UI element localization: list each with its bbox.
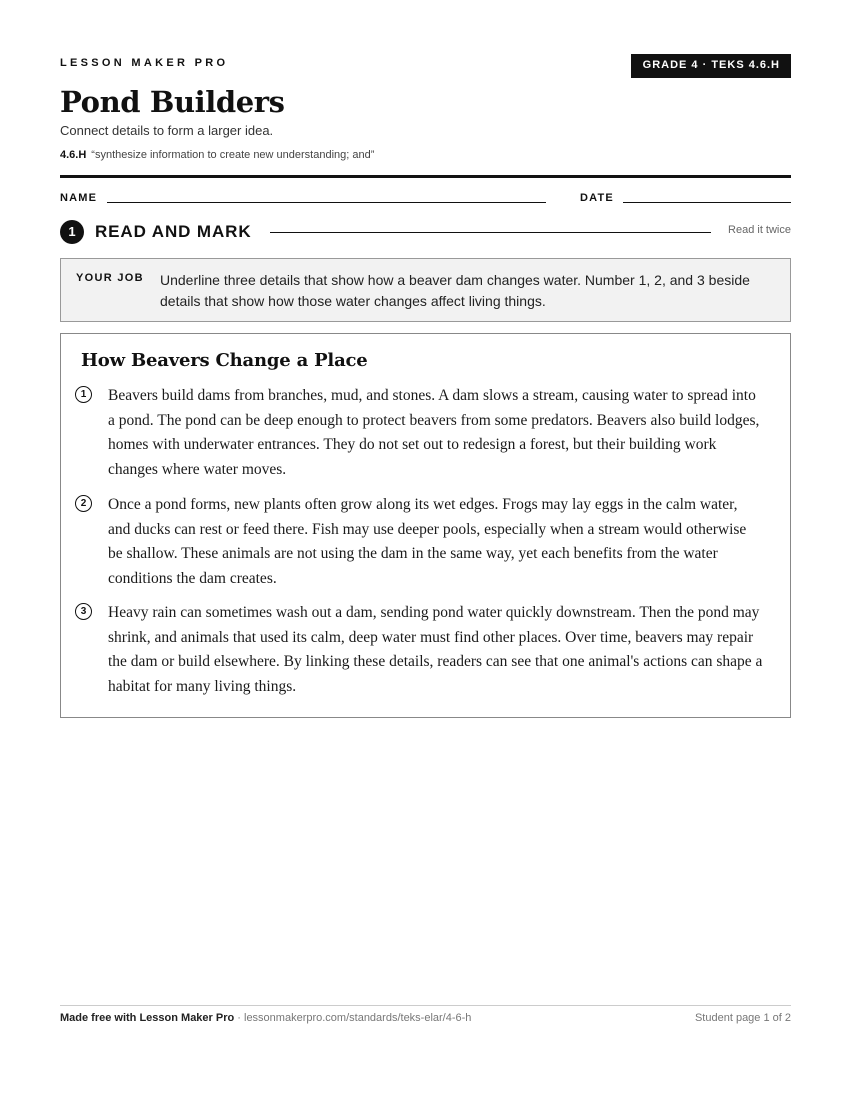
step-number-badge: 1 (60, 220, 84, 244)
standard-line (60, 147, 374, 163)
job-label: YOUR JOB (76, 272, 144, 284)
section-title: READ AND MARK (95, 222, 252, 241)
footer-credit (60, 1012, 471, 1024)
page-subtitle: Connect details to form a larger idea. (60, 123, 274, 138)
passage-title: How Beavers Change a Place (81, 350, 368, 371)
footer-divider (60, 1005, 791, 1006)
name-line[interactable] (107, 202, 546, 203)
date-line[interactable] (623, 202, 791, 203)
name-label: NAME (60, 192, 98, 204)
footer-made-with: Made free with Lesson Maker Pro (60, 1012, 235, 1024)
section-note: Read it twice (728, 224, 791, 236)
paragraph-number: 1 (75, 386, 92, 403)
job-instructions-box (60, 258, 791, 322)
name-date-row (60, 190, 791, 206)
paragraph-text: Heavy rain can sometimes wash out a dam, sending pond water quickly downstream. Then the pond may shrink, and animals that used its calm, deep water must find other places. Over time, beavers may repair the dam or build elsewhere. By linking these details, readers can see that one animal's actions can shape a habitat for many living things. (108, 604, 763, 695)
standard-text: “synthesize information to create new understanding; and” (91, 149, 375, 161)
paragraph-number: 2 (75, 495, 92, 512)
paragraph-text: Beavers build dams from branches, mud, and stones. A dam slows a stream, causing water to spread into a pond. The pond can be deep enough to protect beavers from some predators. Beavers also build lodges, homes with underwater entrances. They do not set out to redesign a forest, but their building work changes where water moves. (108, 387, 760, 478)
section-rule (270, 232, 711, 233)
date-label: DATE (580, 192, 614, 204)
grade-badge: GRADE 4 · TEKS 4.6.H (631, 54, 791, 78)
reading-passage (60, 333, 791, 718)
job-text: Underline three details that show how a beaver dam changes water. Number 1, 2, and 3 beside details that show how those water changes affect living things. (160, 272, 750, 309)
footer-page-number: Student page 1 of 2 (694, 1012, 791, 1024)
page-title: Pond Builders (60, 85, 285, 119)
standard-code: 4.6.H (60, 149, 87, 161)
worksheet-page (60, 0, 791, 1100)
footer-url: · lessonmakerpro.com/standards/teks-elar/4-6-h (234, 1012, 472, 1024)
section-header (60, 220, 791, 244)
paragraph-text: Once a pond forms, new plants often grow along its wet edges. Frogs may lay eggs in the calm water, and ducks can rest or feed there. Fish may use deeper pools, especially when a stream would otherwise be shallow. These animals are not using the dam in the same way, yet each benefits from the water conditions the dam creates. (108, 496, 747, 587)
paragraph-number: 3 (75, 603, 92, 620)
brand-name: LESSON MAKER PRO (60, 57, 229, 69)
header-divider (60, 175, 791, 178)
